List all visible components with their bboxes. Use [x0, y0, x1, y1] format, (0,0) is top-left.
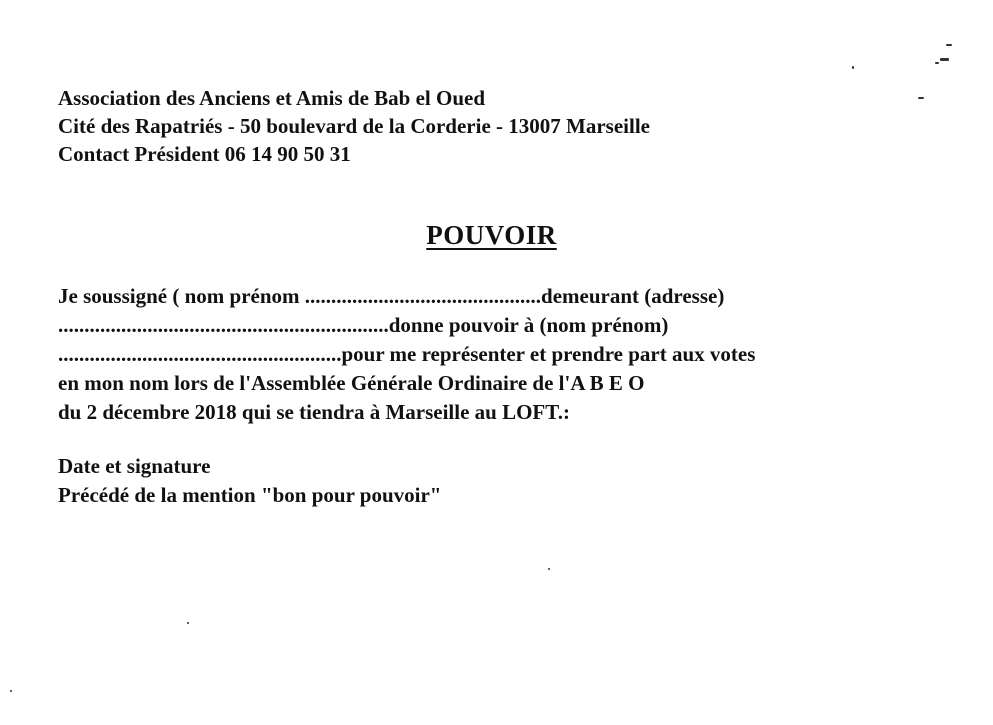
scan-speck: [10, 690, 12, 692]
body-line-2: ...............................................................donne pouvoir à (nom prénom): [58, 313, 669, 337]
signature-block: [58, 452, 441, 510]
scan-speck: [918, 97, 924, 99]
body-line-1: Je soussigné ( nom prénom .............................................demeurant (adresse): [58, 284, 725, 308]
scan-speck: [187, 622, 189, 624]
signature-line-1: Date et signature: [58, 454, 211, 478]
association-name: Association des Anciens et Amis de Bab el Oued: [58, 86, 486, 110]
association-address: Cité des Rapatriés - 50 boulevard de la Corderie - 13007 Marseille: [58, 114, 650, 138]
body-line-5: du 2 décembre 2018 qui se tiendra à Marseille au LOFT.:: [58, 400, 570, 424]
document-title: POUVOIR: [426, 220, 557, 250]
scan-speck: [548, 568, 550, 570]
letterhead: [58, 84, 650, 168]
scan-speck: [946, 44, 952, 46]
signature-line-2: Précédé de la mention "bon pour pouvoir": [58, 483, 442, 507]
scan-speck: [940, 58, 949, 61]
scan-speck: [852, 66, 854, 69]
scan-speck: [935, 62, 939, 64]
body-line-3: ......................................................pour me représenter et prendre part aux votes: [58, 342, 756, 366]
proxy-text: [58, 282, 755, 427]
body-line-4: en mon nom lors de l'Assemblée Générale Ordinaire de l'A B E O: [58, 371, 645, 395]
association-contact: Contact Président 06 14 90 50 31: [58, 142, 351, 166]
